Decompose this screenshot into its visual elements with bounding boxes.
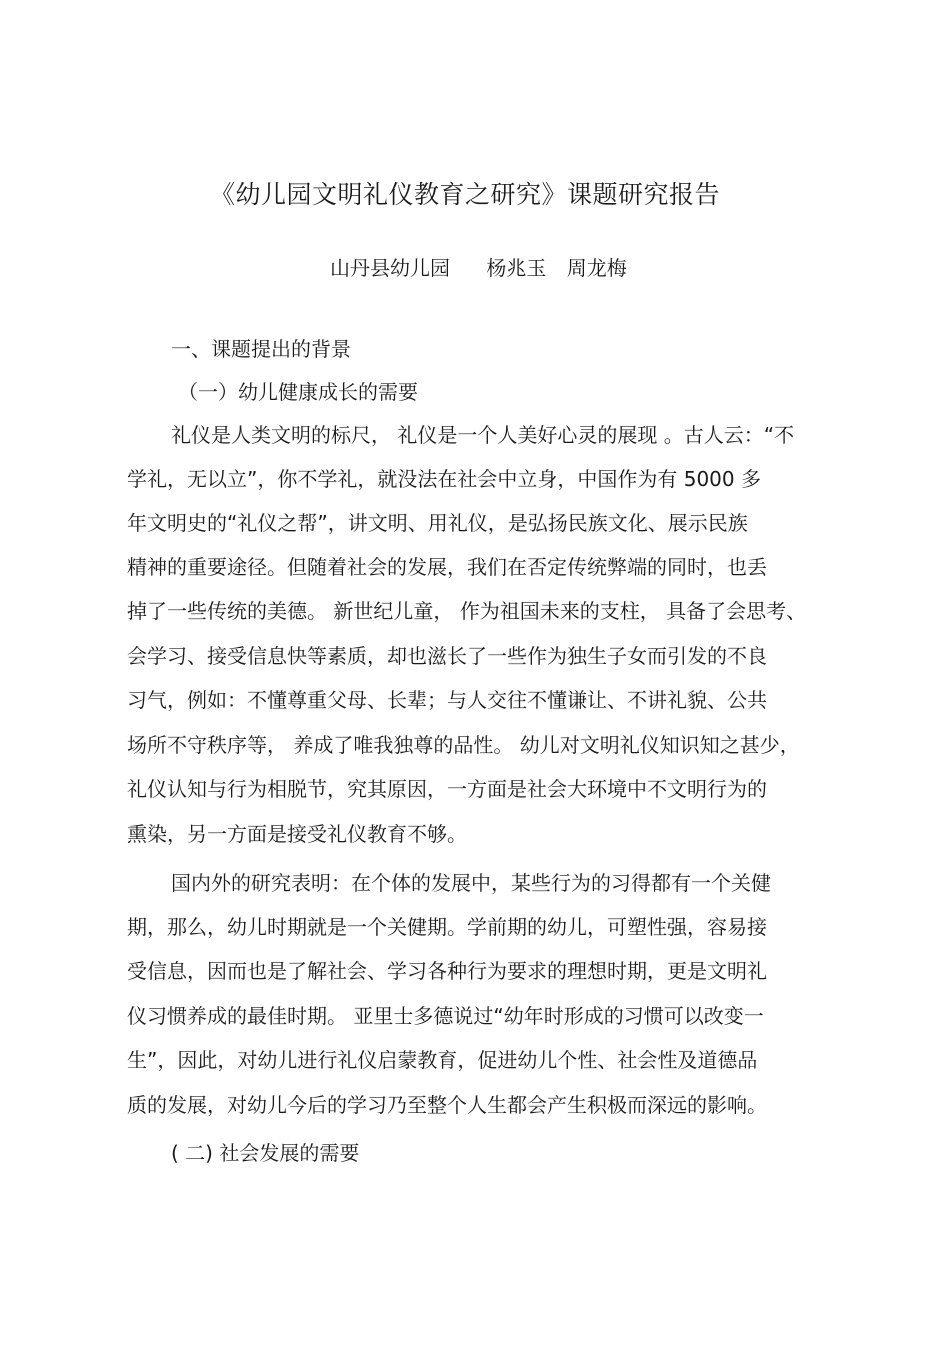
byline-organization: 山丹县幼儿园 <box>330 256 450 280</box>
paragraph-line: 习气，例如：不懂尊重父母、长辈；与人交往不懂谦让、不讲礼貌、公共 <box>127 688 767 712</box>
document-title: 《幼儿园文明礼仪教育之研究》课题研究报告 <box>209 180 720 209</box>
paragraph-line: 礼仪认知与行为相脱节，究其原因，一方面是社会大环境中不文明行为的 <box>127 777 767 801</box>
subsection-heading: （一）幼儿健康成长的需要 <box>178 380 418 404</box>
paragraph-line: 受信息，因而也是了解社会、学习各种行为要求的理想时期，更是文明礼 <box>127 959 767 983</box>
paragraph-line: 熏染，另一方面是接受礼仪教育不够。 <box>127 822 467 846</box>
byline <box>330 252 627 281</box>
paragraph-line: 国内外的研究表明：在个体的发展中，某些行为的习得都有一个关健 <box>171 871 771 895</box>
paragraph-line: 场所不守秩序等， 养成了唯我独尊的品性。 幼儿对文明礼仪知识知之甚少， <box>127 733 800 757</box>
paragraph-line: 学礼，无以立”，你不学礼，就没法在社会中立身，中国作为有 5000 多 <box>127 467 761 491</box>
paragraph-line: 掉了一些传统的美德。 新世纪儿童， 作为祖国未来的支柱， 具备了会思考、 <box>127 599 807 623</box>
paragraph-line: 礼仪是人类文明的标尺， 礼仪是一个人美好心灵的展现 。古人云：“不 <box>171 423 795 447</box>
paragraph-line: 仪习惯养成的最佳时期。 亚里士多德说过“幼年时形成的习惯可以改变一 <box>127 1004 764 1028</box>
byline-author: 周龙梅 <box>566 256 627 280</box>
byline-author: 杨兆玉 <box>486 256 547 280</box>
section-heading: 一、课题提出的背景 <box>171 337 351 361</box>
paragraph-line: 年文明史的“礼仪之帮”，讲文明、用礼仪，是弘扬民族文化、展示民族 <box>127 511 748 535</box>
paragraph-line: 精神的重要途径。但随着社会的发展，我们在否定传统弊端的同时，也丢 <box>127 555 767 579</box>
subsection-heading: ( 二) 社会发展的需要 <box>171 1141 360 1165</box>
paragraph-line: 生”，因此，对幼儿进行礼仪启蒙教育，促进幼儿个性、社会性及道德品 <box>127 1048 758 1072</box>
paragraph-line: 期，那么，幼儿时期就是一个关健期。学前期的幼儿，可塑性强，容易接 <box>127 915 767 939</box>
paragraph-line: 会学习、接受信息快等素质，却也滋长了一些作为独生子女而引发的不良 <box>127 644 767 668</box>
paragraph-line: 质的发展，对幼儿今后的学习乃至整个人生都会产生积极而深远的影响。 <box>127 1093 767 1117</box>
